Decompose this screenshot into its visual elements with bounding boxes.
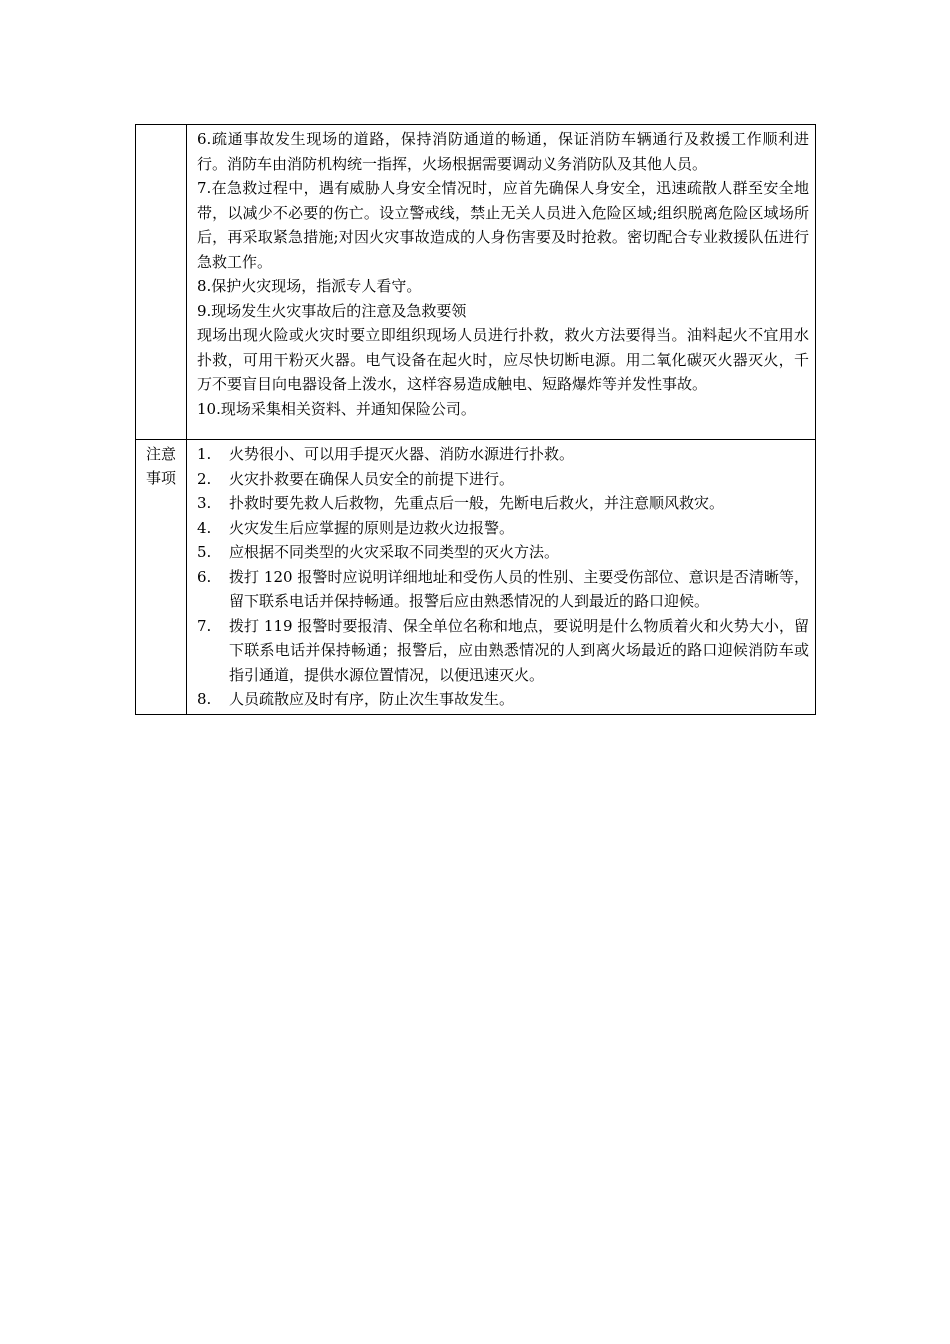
note-item <box>197 687 809 712</box>
procedure-step-6: 6.疏通事故发生现场的道路，保持消防通道的畅通，保证消防车辆通行及救援工作顺利进行。消防车由消防机构统一指挥，火场根据需要调动义务消防队及其他人员。 <box>197 130 809 173</box>
note-number: 2. <box>197 469 212 488</box>
note-item <box>197 565 809 614</box>
notes-label-cell <box>136 440 187 715</box>
note-text: 拨打 119 报警时要报清、保全单位名称和地点，要说明是什么物质着火和火势大小，留下联系电话并保持畅通；报警后，应由熟悉情况的人到离火场最近的路口迎候消防车或指引通道，提供水源位置情况，以便迅速灭火。 <box>229 616 809 684</box>
note-number: 4. <box>197 518 212 537</box>
notes-content-cell <box>187 440 816 715</box>
note-item <box>197 467 809 492</box>
document-table <box>135 124 816 715</box>
notes-row <box>136 440 816 715</box>
procedure-content-cell <box>187 125 816 440</box>
blank-line <box>197 421 809 437</box>
notes-label-line-2: 事项 <box>145 469 176 487</box>
notes-list <box>197 442 809 712</box>
procedure-step-9: 9.现场发生火灾事故后的注意及急救要领 <box>197 301 467 320</box>
note-number: 8. <box>197 690 212 708</box>
note-number: 5. <box>197 543 212 561</box>
note-text: 人员疏散应及时有序，防止次生事故发生。 <box>229 690 515 708</box>
note-text: 应根据不同类型的火灾采取不同类型的灭火方法。 <box>229 543 560 561</box>
procedure-row <box>136 125 816 440</box>
procedure-step-7: 7.在急救过程中，遇有威胁人身安全情况时，应首先确保人身安全，迅速疏散人群至安全地带，以减少不必要的伤亡。设立警戒线，禁止无关人员进入危险区域;组织脱离危险区域场所后，再采取紧急措施;对因火灾事故造成的人身伤害要及时抢救。密切配合专业救援队伍进行急救工作。 <box>197 179 809 271</box>
note-text: 拨打 120 报警时应说明详细地址和受伤人员的性别、主要受伤部位、意识是否清晰等，留下联系电话并保持畅通。报警后应由熟悉情况的人到最近的路口迎候。 <box>229 567 809 610</box>
note-number: 7. <box>197 616 212 635</box>
note-number: 3. <box>197 494 212 512</box>
note-text: 火势很小、可以用手提灭火器、消防水源进行扑救。 <box>229 445 575 463</box>
procedure-step-10: 10.现场采集相关资料、并通知保险公司。 <box>197 399 476 418</box>
note-item <box>197 491 809 516</box>
note-text: 扑救时要先救人后救物，先重点后一般，先断电后救火，并注意顺风救灾。 <box>229 494 725 512</box>
note-text: 火灾发生后应掌握的原则是边救火边报警。 <box>229 518 515 537</box>
procedure-label-cell <box>136 125 187 440</box>
note-item <box>197 516 809 541</box>
note-number: 6. <box>197 567 212 586</box>
note-item <box>197 442 809 467</box>
notes-label-line-1: 注意 <box>145 445 176 463</box>
note-text: 火灾扑救要在确保人员安全的前提下进行。 <box>229 469 515 488</box>
note-number: 1. <box>197 445 212 463</box>
note-item <box>197 540 809 565</box>
procedure-step-9-detail: 现场出现火险或火灾时要立即组织现场人员进行扑救，救火方法要得当。油料起火不宜用水扑救，可用干粉灭火器。电气设备在起火时，应尽快切断电源。用二氧化碳灭火器灭火，千万不要盲目向电器设备上泼水，这样容易造成触电、短路爆炸等并发性事故。 <box>197 326 809 393</box>
procedure-step-8: 8.保护火灾现场，指派专人看守。 <box>197 277 422 295</box>
note-item <box>197 614 809 688</box>
